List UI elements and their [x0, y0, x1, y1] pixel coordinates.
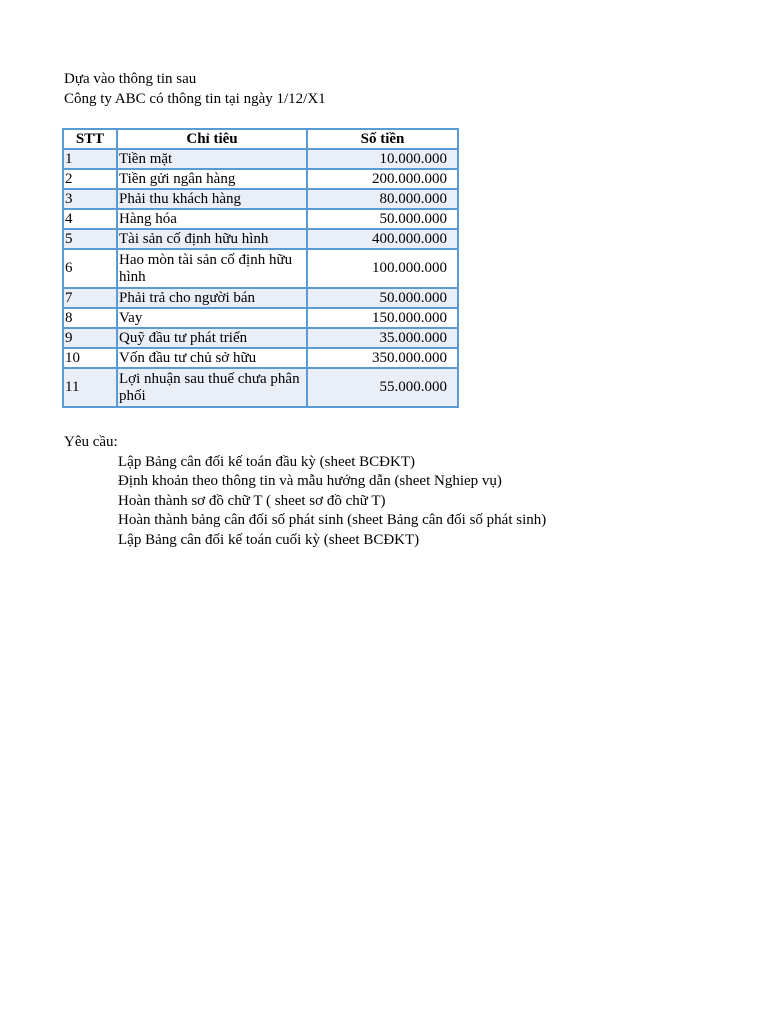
table-header-row — [63, 129, 458, 149]
requirement-item: Lập Bảng cân đối kế toán cuối kỳ (sheet BCĐKT) — [118, 531, 420, 548]
cell-item: Phải trả cho người bán — [117, 288, 307, 308]
cell-amount: 100.000.000 — [307, 249, 458, 288]
cell-item: Tiền mặt — [117, 149, 307, 169]
cell-item: Tiền gửi ngân hàng — [117, 169, 307, 189]
cell-item: Phải thu khách hàng — [117, 189, 307, 209]
cell-stt: 11 — [63, 368, 117, 407]
table-row — [63, 229, 458, 249]
cell-stt: 4 — [63, 209, 117, 229]
cell-stt: 1 — [63, 149, 117, 169]
table-row — [63, 149, 458, 169]
intro-line-1: Dựa vào thông tin sau — [64, 71, 197, 87]
table-row — [63, 169, 458, 189]
cell-stt: 10 — [63, 348, 117, 368]
cell-item: Tài sản cố định hữu hình — [117, 229, 307, 249]
cell-item: Hao mòn tài sản cố định hữu hình — [117, 249, 307, 288]
cell-item: Quỹ đầu tư phát triển — [117, 328, 307, 348]
cell-stt: 8 — [63, 308, 117, 328]
table-row — [63, 189, 458, 209]
cell-amount: 50.000.000 — [307, 288, 458, 308]
header-stt: STT — [63, 129, 117, 149]
cell-amount: 400.000.000 — [307, 229, 458, 249]
requirement-item: Hoàn thành bảng cân đối số phát sinh (sheet Bảng cân đối số phát sinh) — [118, 512, 547, 528]
cell-stt: 5 — [63, 229, 117, 249]
cell-stt: 7 — [63, 288, 117, 308]
requirements-section — [64, 433, 546, 550]
requirement-item: Hoàn thành sơ đồ chữ T ( sheet sơ đồ chữ T) — [118, 492, 386, 509]
cell-amount: 150.000.000 — [307, 308, 458, 328]
cell-item: Vay — [117, 308, 307, 328]
accounts-table — [62, 128, 459, 408]
header-amount: Số tiền — [307, 129, 458, 149]
cell-item: Vốn đầu tư chủ sở hữu — [117, 348, 307, 368]
cell-amount: 55.000.000 — [307, 368, 458, 407]
table-row — [63, 288, 458, 308]
table-row — [63, 209, 458, 229]
table-row — [63, 368, 458, 407]
cell-stt: 6 — [63, 249, 117, 288]
requirement-item: Lập Bảng cân đối kế toán đầu kỳ (sheet BCĐKT) — [118, 453, 416, 470]
cell-amount: 10.000.000 — [307, 149, 458, 169]
cell-stt: 9 — [63, 328, 117, 348]
cell-amount: 350.000.000 — [307, 348, 458, 368]
cell-item: Hàng hóa — [117, 209, 307, 229]
cell-stt: 2 — [63, 169, 117, 189]
cell-item: Lợi nhuận sau thuế chưa phân phối — [117, 368, 307, 407]
table-row — [63, 308, 458, 328]
table-row — [63, 348, 458, 368]
cell-amount: 35.000.000 — [307, 328, 458, 348]
requirements-list — [64, 453, 546, 551]
table-row — [63, 328, 458, 348]
cell-amount: 50.000.000 — [307, 209, 458, 229]
intro-text — [64, 69, 326, 109]
intro-line-2: Công ty ABC có thông tin tại ngày 1/12/X1 — [64, 91, 326, 107]
cell-stt: 3 — [63, 189, 117, 209]
cell-amount: 200.000.000 — [307, 169, 458, 189]
requirement-item: Định khoản theo thông tin và mẫu hướng dẫn (sheet Nghiep vụ) — [118, 473, 502, 489]
cell-amount: 80.000.000 — [307, 189, 458, 209]
table-row — [63, 249, 458, 288]
header-item: Chỉ tiêu — [117, 129, 307, 149]
requirements-heading: Yêu cầu: — [64, 434, 118, 450]
